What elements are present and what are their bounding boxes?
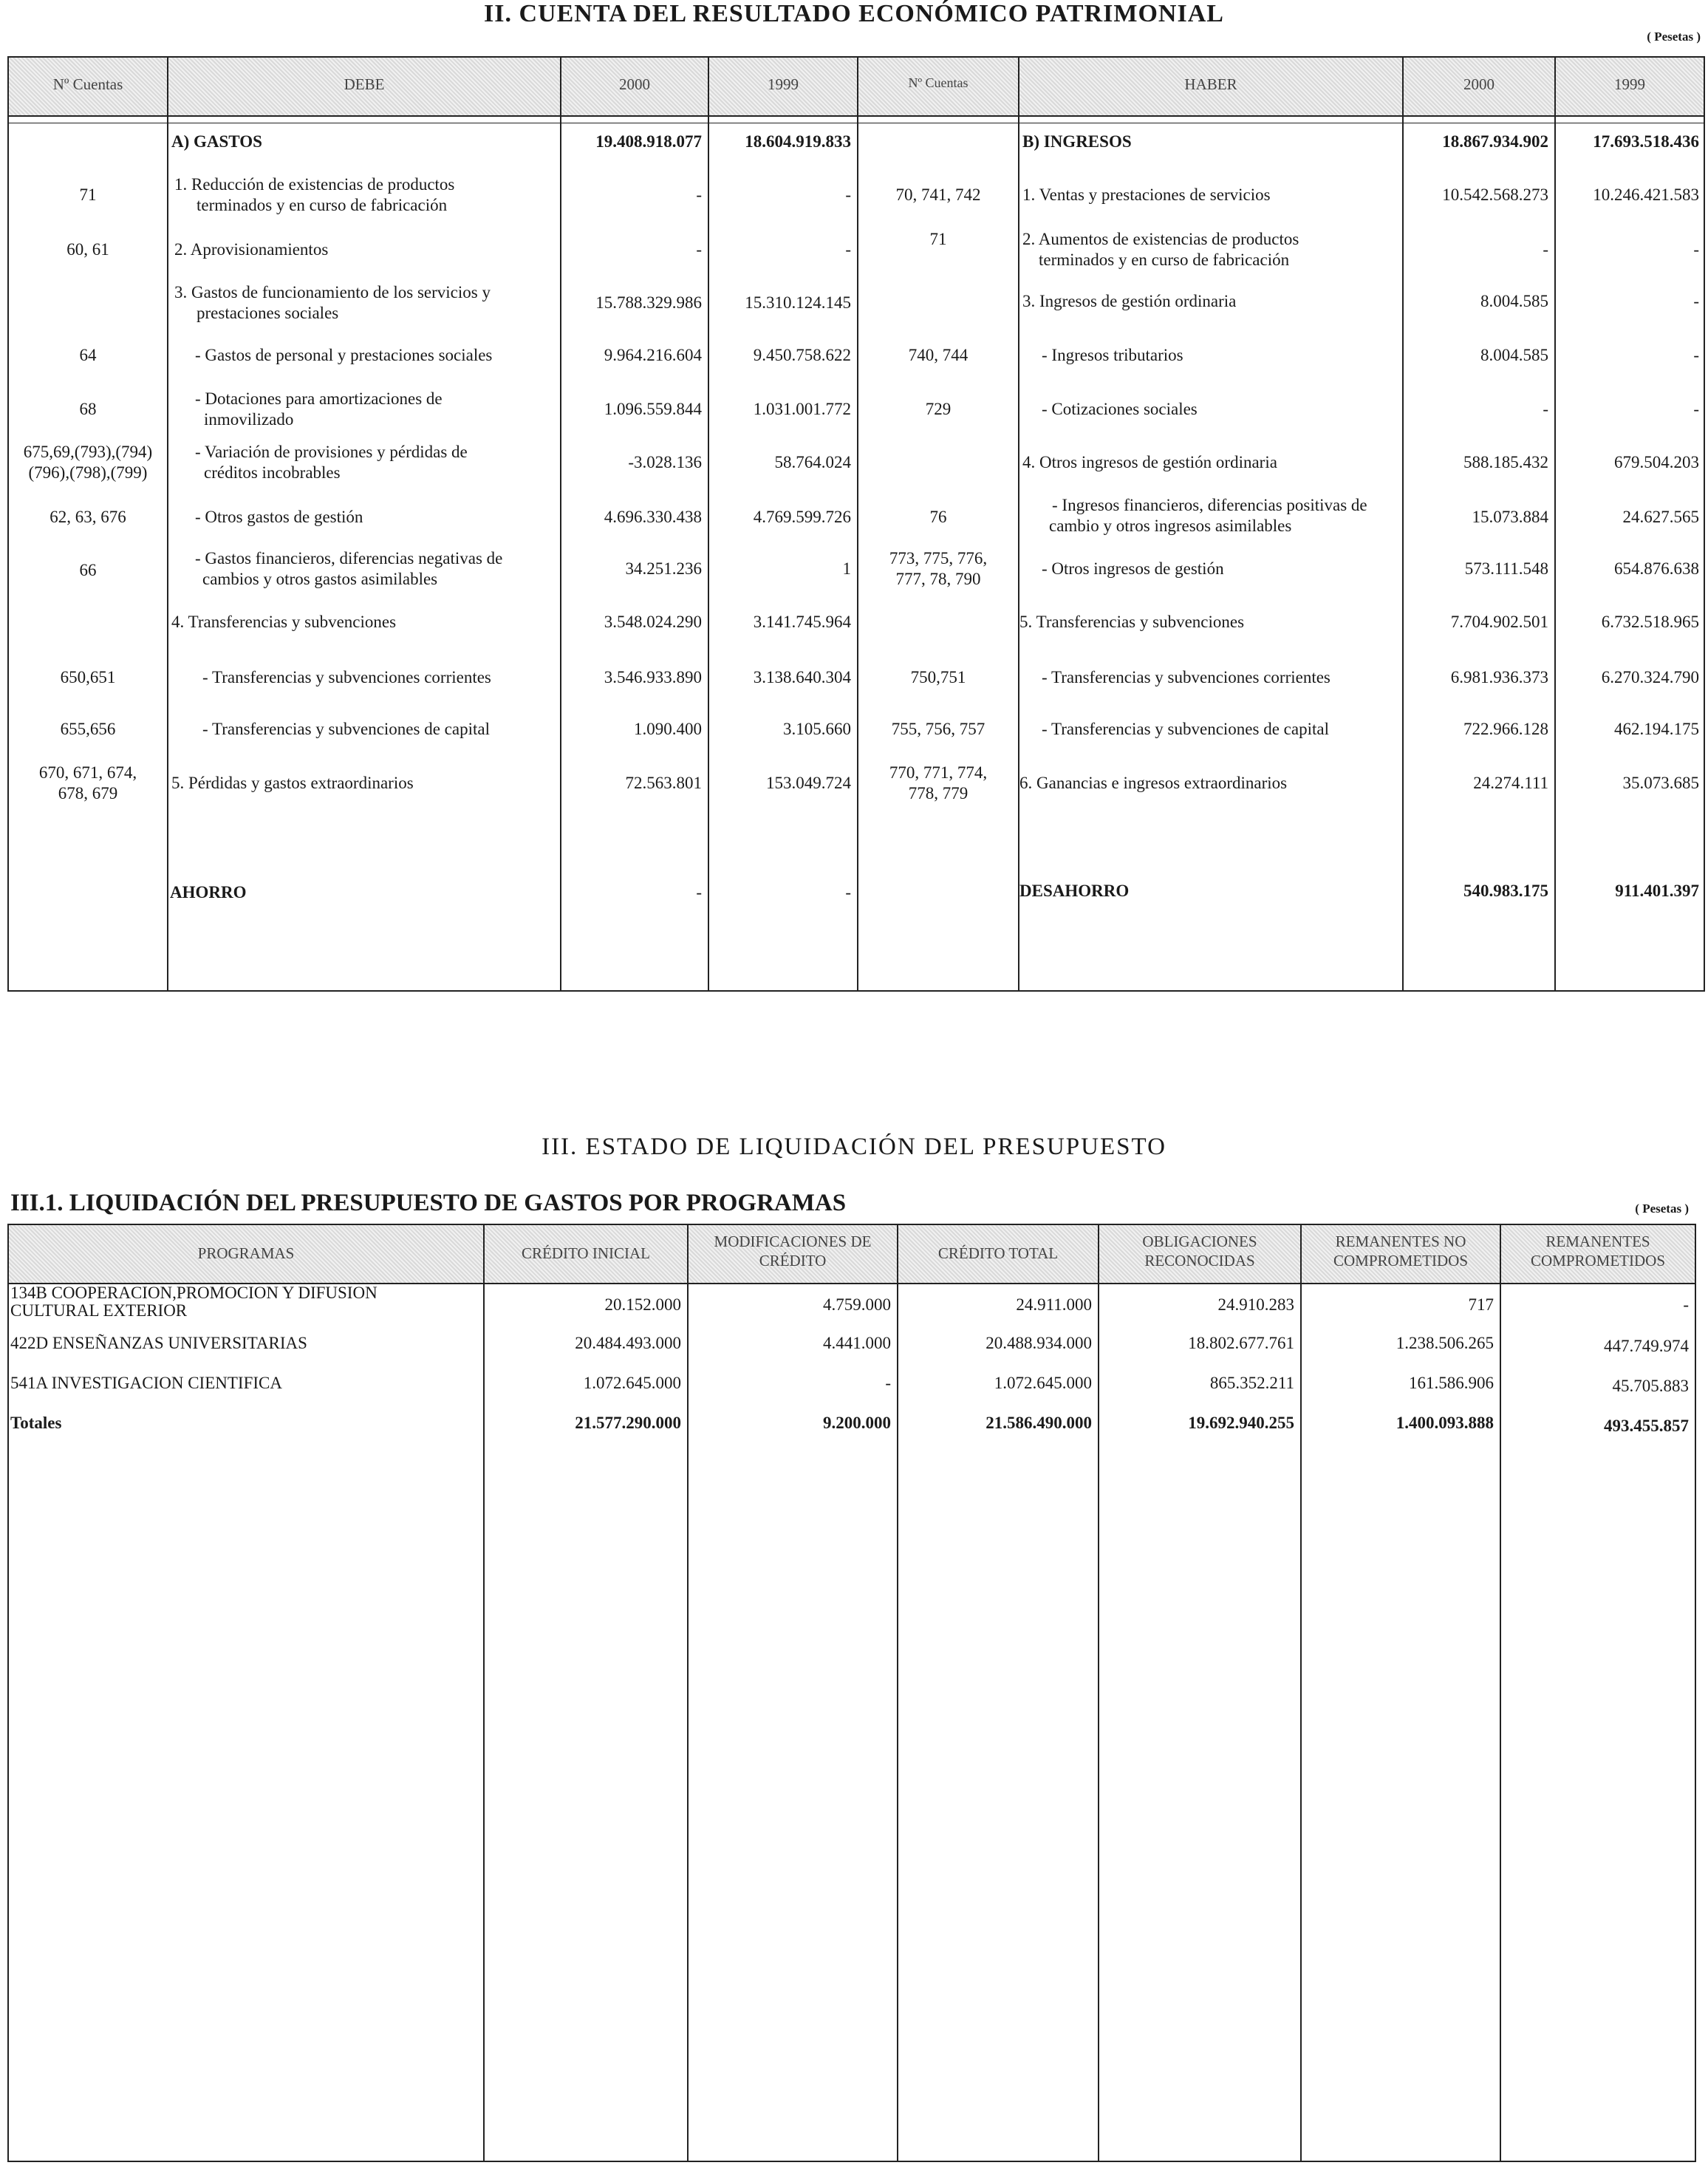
section2-title: II. CUENTA DEL RESULTADO ECONÓMICO PATRIMONIAL: [484, 0, 1224, 27]
header-programas: PROGRAMAS: [197, 1244, 295, 1262]
debe-row-cta: 675,69,(793),(794): [23, 443, 153, 461]
debe-row-1999: 58.764.024: [774, 453, 851, 471]
prog-row-label: 541A INVESTIGACION CIENTIFICA: [10, 1374, 282, 1392]
prog-row-ci: 20.484.493.000: [575, 1334, 681, 1352]
rule: [7, 56, 1705, 58]
prog-row-ct: 24.911.000: [1016, 1295, 1092, 1314]
debe-row-label: 1. Reducción de existencias de productos: [174, 175, 455, 194]
debe-row-1999: 3.141.745.964: [753, 613, 851, 631]
haber-row-2000: 8.004.585: [1480, 292, 1548, 310]
haber-row-1999: -: [1693, 292, 1699, 310]
debe-row-cta: 655,656: [60, 720, 116, 738]
section3-unit: ( Pesetas ): [1635, 1202, 1689, 1216]
debe-row-cta-2: 678, 679: [58, 784, 118, 802]
rule: [7, 1224, 9, 2162]
header-debe: DEBE: [344, 75, 385, 93]
ingresos-2000: 18.867.934.902: [1442, 132, 1548, 151]
debe-row-1999: 3.138.640.304: [753, 668, 851, 686]
haber-row-2000: 6.981.936.373: [1450, 668, 1548, 686]
prog-row-label: 134B COOPERACION,PROMOCION Y DIFUSION: [10, 1284, 378, 1302]
prog-row-mod: -: [885, 1374, 891, 1392]
debe-row-2000: 34.251.236: [625, 559, 702, 578]
debe-row-2000: 15.788.329.986: [595, 293, 702, 312]
haber-row-2000: -: [1543, 240, 1548, 259]
prog-row-rnc: 161.586.906: [1409, 1374, 1494, 1392]
haber-row-1999: 462.194.175: [1614, 720, 1699, 738]
rule: [897, 1224, 898, 2162]
debe-row-cta: 650,651: [60, 668, 116, 686]
debe-row-2000: 72.563.801: [625, 774, 702, 792]
debe-row-1999: -: [845, 240, 851, 259]
ahorro-1999: -: [845, 883, 851, 902]
haber-row-cta: 755, 756, 757: [891, 720, 985, 738]
header-haber: HABER: [1184, 75, 1237, 93]
haber-row-1999: 6.732.518.965: [1601, 613, 1699, 631]
haber-row-cta: 750,751: [910, 668, 966, 686]
debe-row-label: - Dotaciones para amortizaciones de: [195, 389, 443, 408]
totals-obl: 19.692.940.255: [1188, 1414, 1294, 1432]
header-1999: 1999: [768, 75, 799, 93]
debe-row-1999: -: [845, 185, 851, 204]
debe-row-label: - Transferencias y subvenciones corrientes: [202, 668, 491, 686]
rule: [167, 56, 168, 992]
desahorro-2000: 540.983.175: [1463, 882, 1548, 900]
debe-row-1999: 1: [842, 559, 851, 578]
haber-row-cta: 70, 741, 742: [895, 185, 981, 204]
debe-row-label: 2. Aprovisionamientos: [174, 240, 329, 259]
header-1999-b: 1999: [1614, 75, 1645, 93]
totals-mod: 9.200.000: [823, 1414, 891, 1432]
prog-row-rnc: 717: [1468, 1295, 1494, 1314]
debe-row-2000: 3.546.933.890: [604, 668, 702, 686]
debe-row-label: - Transferencias y subvenciones de capital: [202, 720, 490, 738]
header-2000-b: 2000: [1463, 75, 1494, 93]
haber-row-label: - Cotizaciones sociales: [1042, 400, 1198, 418]
haber-row-cta: 71: [929, 230, 947, 248]
totals-rc: 493.455.857: [1604, 1417, 1689, 1435]
rule: [7, 2161, 1696, 2162]
haber-row-label: 2. Aumentos de existencias de productos: [1022, 230, 1299, 248]
debe-row-cta: 60, 61: [66, 240, 109, 259]
header-credito-total: CRÉDITO TOTAL: [937, 1244, 1059, 1262]
haber-row-label: - Ingresos financieros, diferencias positivas de: [1052, 496, 1367, 514]
header-obligaciones-2: RECONOCIDAS: [1144, 1252, 1255, 1269]
haber-row-label: 6. Ganancias e ingresos extraordinarios: [1019, 774, 1288, 792]
rule: [483, 1224, 485, 2162]
haber-row-1999: -: [1693, 346, 1699, 364]
haber-row-label-2: cambio y otros ingresos asimilables: [1049, 517, 1292, 535]
debe-row-label-2: créditos incobrables: [204, 463, 341, 482]
debe-row-2000: -: [696, 240, 702, 259]
prog-row-ct: 20.488.934.000: [985, 1334, 1092, 1352]
debe-row-1999: 1.031.001.772: [753, 400, 851, 418]
header-n-cuentas-2: Nº Cuentas: [908, 75, 969, 90]
haber-row-2000: 10.542.568.273: [1442, 185, 1548, 204]
prog-row-mod: 4.441.000: [823, 1334, 891, 1352]
section2-unit: ( Pesetas ): [1647, 30, 1701, 44]
haber-row-cta: 76: [929, 508, 947, 526]
haber-row-2000: 15.073.884: [1472, 508, 1548, 526]
header-modificaciones: MODIFICACIONES DE: [714, 1233, 872, 1250]
totals-label: Totales: [10, 1414, 62, 1432]
haber-row-cta-2: 777, 78, 790: [895, 570, 981, 588]
prog-row-obl: 865.352.211: [1209, 1374, 1294, 1392]
haber-row-1999: 679.504.203: [1614, 453, 1699, 471]
debe-row-label: 5. Pérdidas y gastos extraordinarios: [171, 774, 414, 792]
haber-row-cta-2: 778, 779: [908, 784, 969, 802]
debe-row-2000: 9.964.216.604: [604, 346, 702, 364]
debe-row-2000: 3.548.024.290: [604, 613, 702, 631]
header-credito-inicial: CRÉDITO INICIAL: [521, 1244, 650, 1262]
debe-row-1999: 9.450.758.622: [753, 346, 851, 364]
rule: [1704, 56, 1705, 992]
debe-row-cta: 71: [79, 185, 97, 204]
prog-row-rc: -: [1683, 1295, 1689, 1314]
debe-row-label-2: inmovilizado: [204, 410, 294, 429]
debe-row-2000: 4.696.330.438: [604, 508, 702, 526]
debe-row-label: - Otros gastos de gestión: [195, 508, 363, 526]
header-remanentes-comp-2: COMPROMETIDOS: [1530, 1252, 1666, 1269]
haber-row-cta: 740, 744: [908, 346, 969, 364]
debe-row-1999: 153.049.724: [766, 774, 851, 792]
debe-row-2000: 1.096.559.844: [604, 400, 702, 418]
debe-row-label-2: cambios y otros gastos asimilables: [202, 570, 438, 588]
debe-row-2000: 1.090.400: [634, 720, 702, 738]
debe-row-2000: -3.028.136: [628, 453, 702, 471]
haber-row-2000: 7.704.902.501: [1450, 613, 1548, 631]
header-remanentes-comp: REMANENTES: [1545, 1233, 1650, 1250]
haber-row-label: 4. Otros ingresos de gestión ordinaria: [1022, 453, 1277, 471]
haber-row-2000: 24.274.111: [1473, 774, 1548, 792]
ahorro-label: AHORRO: [170, 883, 247, 902]
totals-ci: 21.577.290.000: [575, 1414, 681, 1432]
debe-row-cta: 64: [79, 346, 97, 364]
section3-subtitle: III.1. LIQUIDACIÓN DEL PRESUPUESTO DE GASTOS POR PROGRAMAS: [10, 1190, 847, 1216]
prog-row-ci: 1.072.645.000: [583, 1374, 681, 1392]
prog-row-mod: 4.759.000: [823, 1295, 891, 1314]
header-obligaciones: OBLIGACIONES: [1142, 1233, 1257, 1250]
rule: [687, 1224, 689, 2162]
header-remanentes-no-2: COMPROMETIDOS: [1333, 1252, 1469, 1269]
totals-ct: 21.586.490.000: [985, 1414, 1092, 1432]
haber-row-1999: -: [1693, 240, 1699, 259]
debe-row-label: 4. Transferencias y subvenciones: [171, 613, 397, 631]
debe-row-label-2: prestaciones sociales: [197, 304, 339, 322]
prog-row-rc: 447.749.974: [1604, 1337, 1689, 1355]
desahorro-label: DESAHORRO: [1019, 882, 1130, 900]
debe-row-cta: 670, 671, 674,: [38, 763, 137, 782]
haber-row-label: 5. Transferencias y subvenciones: [1019, 613, 1245, 631]
haber-row-cta: 729: [925, 400, 952, 418]
prog-row-rnc: 1.238.506.265: [1396, 1334, 1494, 1352]
haber-row-1999: 24.627.565: [1622, 508, 1699, 526]
haber-row-label-2: terminados y en curso de fabricación: [1039, 250, 1290, 269]
prog-row-rc: 45.705.883: [1612, 1377, 1689, 1395]
header-2000: 2000: [619, 75, 650, 93]
totals-rnc: 1.400.093.888: [1396, 1414, 1494, 1432]
debe-row-label: 3. Gastos de funcionamiento de los servicios y: [174, 283, 491, 301]
prog-row-obl: 24.910.283: [1217, 1295, 1294, 1314]
haber-row-1999: 35.073.685: [1622, 774, 1699, 792]
haber-row-label: - Transferencias y subvenciones de capital: [1042, 720, 1329, 738]
haber-row-cta: 773, 775, 776,: [889, 549, 988, 568]
haber-row-label: 3. Ingresos de gestión ordinaria: [1022, 292, 1237, 310]
rule: [1098, 1224, 1099, 2162]
debe-row-label: - Gastos de personal y prestaciones sociales: [195, 346, 493, 364]
header-modificaciones-2: CRÉDITO: [759, 1252, 827, 1269]
gastos-1999: 18.604.919.833: [745, 132, 851, 151]
rule: [7, 990, 1705, 992]
debe-row-2000: -: [696, 185, 702, 204]
gastos-2000: 19.408.918.077: [595, 132, 702, 151]
prog-row-ct: 1.072.645.000: [994, 1374, 1092, 1392]
prog-row-ci: 20.152.000: [604, 1295, 681, 1314]
haber-row-cta: 770, 771, 774,: [889, 763, 988, 782]
haber-row-2000: -: [1543, 400, 1548, 418]
gastos-label: A) GASTOS: [171, 132, 262, 151]
haber-row-2000: 588.185.432: [1463, 453, 1548, 471]
rule: [1500, 1224, 1501, 2162]
header-n-cuentas: Nº Cuentas: [52, 75, 123, 93]
prog-row-label-2: CULTURAL EXTERIOR: [10, 1301, 188, 1320]
haber-row-1999: 654.876.638: [1614, 559, 1699, 578]
rule: [7, 1224, 1696, 1225]
haber-row-label: 1. Ventas y prestaciones de servicios: [1022, 185, 1271, 204]
header-remanentes-no: REMANENTES NO: [1335, 1233, 1466, 1250]
prog-row-obl: 18.802.677.761: [1188, 1334, 1294, 1352]
haber-row-1999: -: [1693, 400, 1699, 418]
debe-row-1999: 3.105.660: [783, 720, 851, 738]
debe-row-label-2: terminados y en curso de fabricación: [197, 196, 448, 214]
debe-row-1999: 4.769.599.726: [753, 508, 851, 526]
debe-row-cta: 68: [79, 400, 97, 418]
rule: [1695, 1224, 1696, 2162]
rule: [7, 115, 1705, 117]
ingresos-label: B) INGRESOS: [1022, 132, 1132, 151]
haber-row-2000: 722.966.128: [1463, 720, 1548, 738]
haber-row-label: - Otros ingresos de gestión: [1042, 559, 1224, 578]
section3-title: III. ESTADO DE LIQUIDACIÓN DEL PRESUPUESTO: [542, 1134, 1166, 1160]
debe-row-cta: 62, 63, 676: [49, 508, 126, 526]
debe-row-1999: 15.310.124.145: [745, 293, 851, 312]
prog-row-label: 422D ENSEÑANZAS UNIVERSITARIAS: [10, 1334, 307, 1352]
debe-row-label: - Gastos financieros, diferencias negativas de: [195, 549, 503, 568]
desahorro-1999: 911.401.397: [1615, 882, 1699, 900]
ingresos-1999: 17.693.518.436: [1593, 132, 1699, 151]
debe-row-cta: 66: [79, 561, 97, 579]
rule: [1018, 56, 1019, 992]
debe-row-label: - Variación de provisiones y pérdidas de: [195, 443, 468, 461]
haber-row-2000: 8.004.585: [1480, 346, 1548, 364]
haber-row-label: - Transferencias y subvenciones corrientes: [1042, 668, 1330, 686]
rule: [1300, 1224, 1302, 2162]
haber-row-1999: 10.246.421.583: [1593, 185, 1699, 204]
haber-row-1999: 6.270.324.790: [1601, 668, 1699, 686]
haber-row-2000: 573.111.548: [1464, 559, 1548, 578]
debe-row-cta-2: (796),(798),(799): [28, 463, 148, 482]
ahorro-2000: -: [696, 883, 702, 902]
haber-row-label: - Ingresos tributarios: [1042, 346, 1183, 364]
